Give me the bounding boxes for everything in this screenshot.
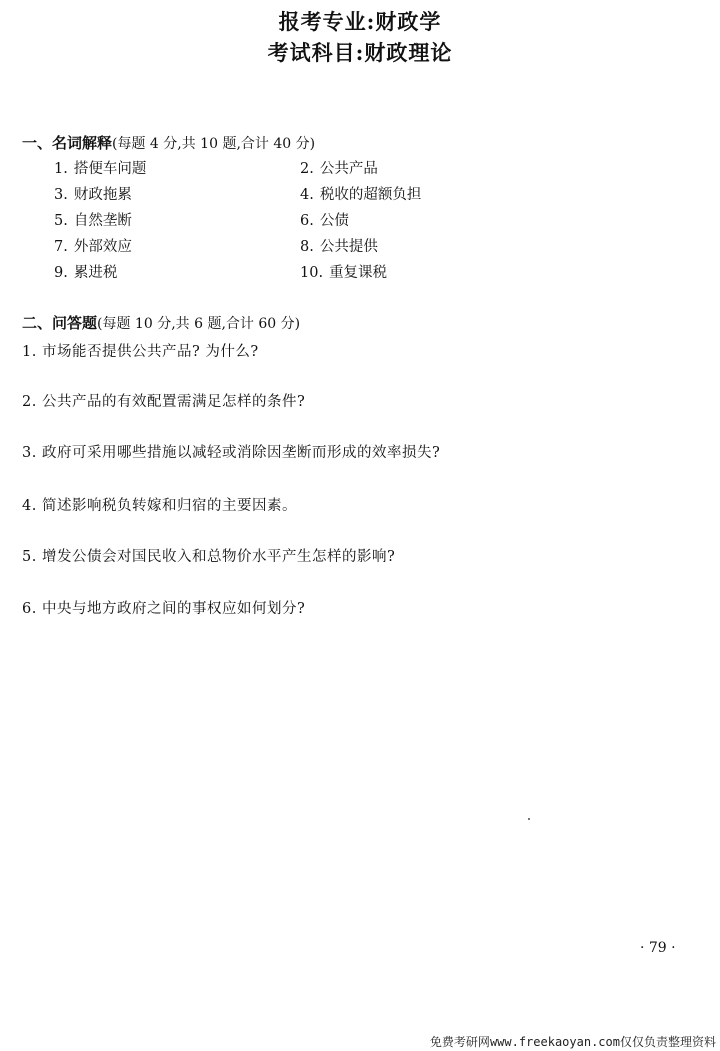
term-item — [54, 183, 132, 204]
term-text: 财政拖累 — [73, 187, 132, 203]
exam-subject-title: 考试科目:财政理论 — [267, 40, 453, 65]
question-item: 1. 市场能否提供公共产品? 为什么? — [22, 344, 259, 360]
term-text: 税收的超额负担 — [319, 187, 422, 203]
exam-major-title: 报考专业:财政学 — [278, 9, 442, 34]
term-number: 10. — [300, 265, 324, 281]
footer-watermark — [430, 1033, 716, 1050]
term-item — [54, 209, 132, 230]
term-item — [300, 183, 421, 204]
term-text: 公共产品 — [319, 161, 378, 177]
question-item: 2. 公共产品的有效配置需满足怎样的条件? — [22, 394, 306, 410]
term-number: 3. — [54, 187, 68, 203]
term-text: 累进税 — [73, 265, 118, 281]
section-questions-title: 二、问答题 — [22, 314, 98, 332]
section-questions-note: (每题 10 分,共 6 题,合计 60 分) — [97, 316, 301, 332]
term-text: 外部效应 — [73, 239, 132, 255]
page-number: · 79 · — [640, 940, 676, 956]
term-text: 重复课税 — [329, 265, 388, 281]
term-item — [300, 209, 349, 230]
term-number: 1. — [54, 161, 68, 177]
term-number: 5. — [54, 213, 68, 229]
term-item — [300, 157, 378, 178]
question-item: 3. 政府可采用哪些措施以减轻或消除因垄断而形成的效率损失? — [22, 445, 441, 461]
question-item: 6. 中央与地方政府之间的事权应如何划分? — [22, 601, 306, 617]
section-terms-title: 一、名词解释 — [22, 134, 113, 152]
scan-speck — [528, 818, 530, 820]
term-number: 6. — [300, 213, 314, 229]
footer-url: www.freekaoyan.com — [489, 1035, 620, 1049]
question-item: 4. 简述影响税负转嫁和归宿的主要因素。 — [22, 498, 297, 514]
section-terms-note: (每题 4 分,共 10 题,合计 40 分) — [112, 136, 316, 152]
term-number: 9. — [54, 265, 68, 281]
footer-prefix: 免费考研网 — [429, 1035, 490, 1049]
term-item — [54, 235, 132, 256]
section-terms-heading — [22, 132, 315, 153]
term-text: 自然垄断 — [73, 213, 132, 229]
term-item — [54, 261, 117, 282]
footer-suffix: 仅仅负责整理资料 — [619, 1035, 716, 1049]
term-number: 2. — [300, 161, 314, 177]
term-item — [300, 261, 387, 282]
term-number: 8. — [300, 239, 314, 255]
term-item — [54, 157, 146, 178]
term-text: 公债 — [319, 213, 349, 229]
question-item: 5. 增发公债会对国民收入和总物价水平产生怎样的影响? — [22, 549, 396, 565]
term-item — [300, 235, 378, 256]
term-text: 公共提供 — [319, 239, 378, 255]
term-number: 4. — [300, 187, 314, 203]
term-text: 搭便车问题 — [73, 161, 147, 177]
term-number: 7. — [54, 239, 68, 255]
section-questions-heading — [22, 312, 300, 333]
